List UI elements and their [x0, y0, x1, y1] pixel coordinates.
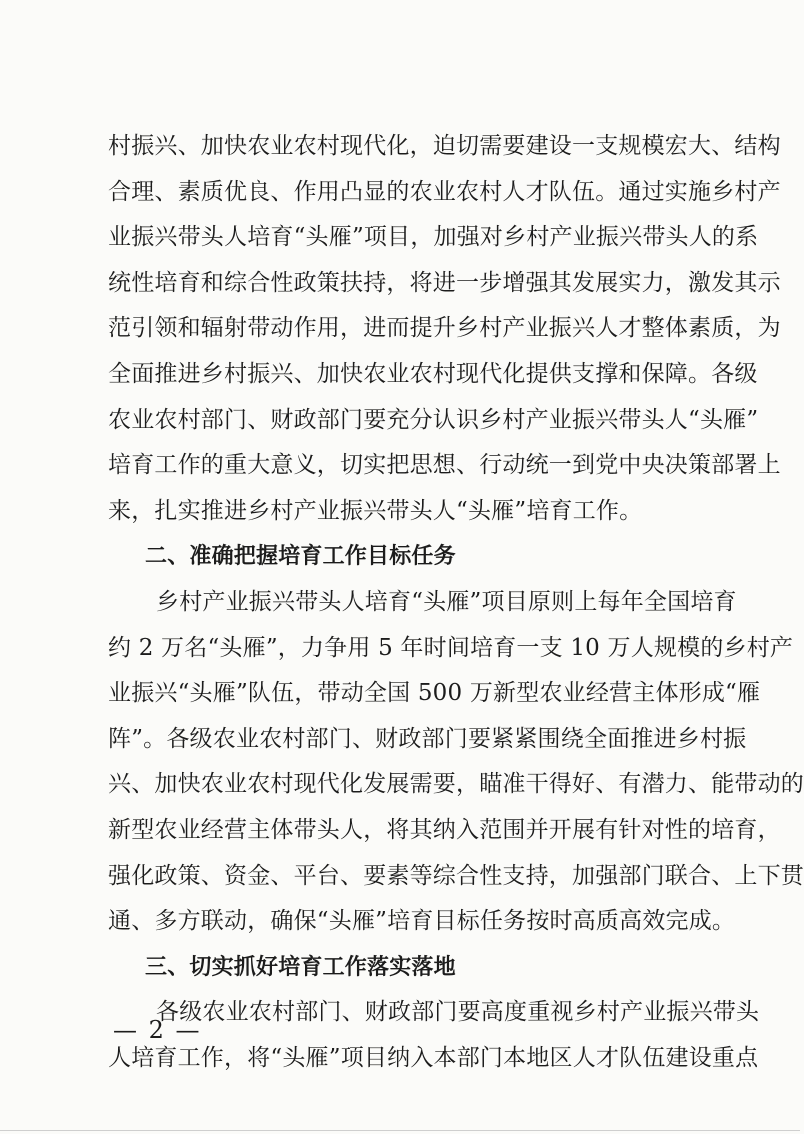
paragraph-line: 业振兴带头人培育“头雁”项目，加强对乡村产业振兴带头人的系 — [108, 224, 759, 251]
paragraph-line: 各级农业农村部门、财政部门要高度重视乡村产业振兴带头 — [156, 999, 760, 1026]
paragraph-line: 合理、素质优良、作用凸显的农业农村人才队伍。通过实施乡村产 — [108, 178, 781, 205]
paragraph-line: 统性培育和综合性政策扶持，将进一步增强其发展实力，激发其示 — [108, 269, 781, 296]
paragraph-line: 阵”。各级农业农村部门、财政部门要紧紧围绕全面推进乡村振 — [108, 725, 747, 752]
paragraph-line: 村振兴、加快农业农村现代化，迫切需要建设一支规模宏大、结构 — [108, 133, 781, 159]
bottom-divider — [0, 1130, 800, 1131]
section-heading: 三、切实抓好培育工作落实落地 — [145, 954, 456, 980]
paragraph-line: 人培育工作，将“头雁”项目纳入本部门本地区人才队伍建设重点 — [108, 1044, 759, 1071]
paragraph-line: 范引领和辐射带动作用，进而提升乡村产业振兴人才整体素质，为 — [108, 315, 781, 342]
paragraph-line: 培育工作的重大意义，切实把思想、行动统一到党中央决策部署上 — [108, 452, 781, 479]
paragraph-line: 全面推进乡村振兴、加快农业农村现代化提供支撑和保障。各级 — [108, 360, 758, 387]
paragraph-line: 通、多方联动，确保“头雁”培育目标任务按时高质高效完成。 — [108, 908, 736, 935]
paragraph-line: 兴、加快农业农村现代化发展需要，瞄准干得好、有潜力、能带动的 — [108, 771, 804, 798]
paragraph-line: 乡村产业振兴带头人培育“头雁”项目原则上每年全国培育 — [156, 588, 737, 615]
page-number: — 2 — — [113, 1016, 202, 1044]
section-heading: 二、准确把握培育工作目标任务 — [145, 544, 456, 570]
paragraph-line: 业振兴“头雁”队伍，带动全国 500 万新型农业经营主体形成“雁 — [108, 680, 761, 707]
paragraph-line: 强化政策、资金、平台、要素等综合性支持，加强部门联合、上下贯 — [108, 862, 804, 889]
paragraph-line: 新型农业经营主体带头人，将其纳入范围并开展有针对性的培育， — [108, 816, 781, 843]
body-text — [108, 124, 804, 1081]
paragraph-line: 来，扎实推进乡村产业振兴带头人“头雁”培育工作。 — [108, 497, 643, 524]
paragraph-line: 农业农村部门、财政部门要充分认识乡村产业振兴带头人“头雁” — [108, 406, 759, 433]
paragraph-line: 约 2 万名“头雁”，力争用 5 年时间培育一支 10 万人规模的乡村产 — [108, 634, 794, 661]
